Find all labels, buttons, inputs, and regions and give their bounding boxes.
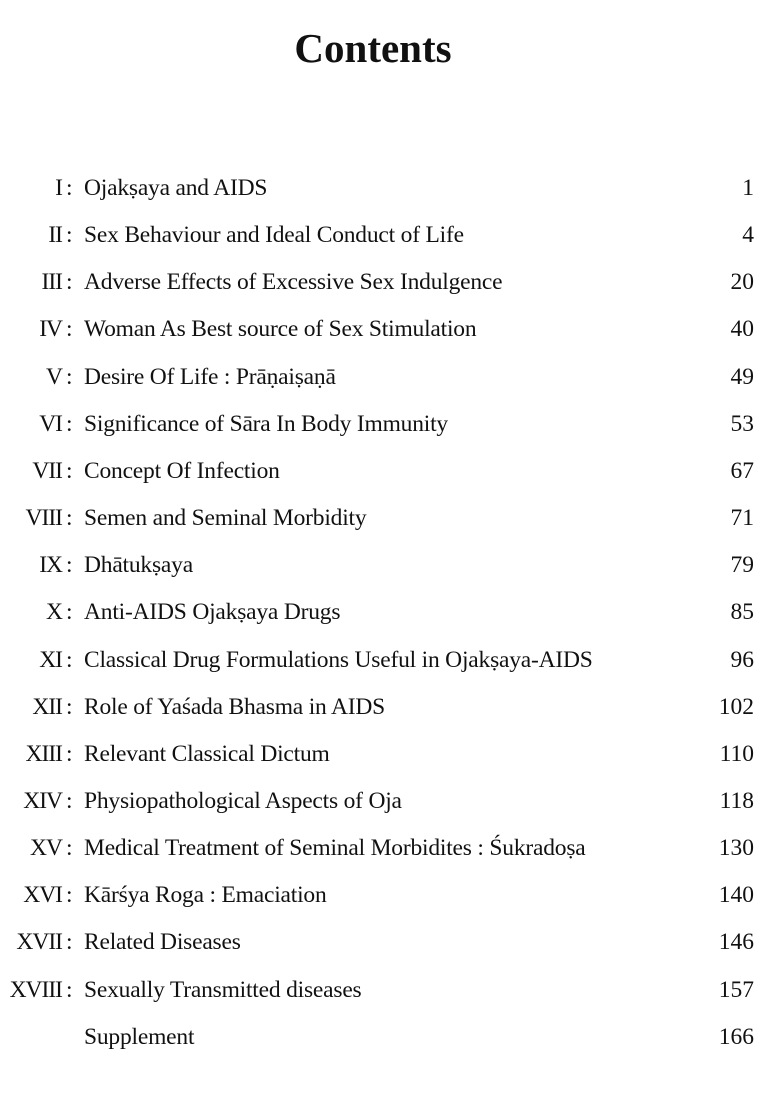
chapter-title: Sexually Transmitted diseases — [84, 976, 362, 1003]
chapter-number: VII — [32, 457, 62, 484]
separator: : — [66, 740, 73, 767]
chapter-number: I — [55, 175, 62, 201]
chapter-title: Adverse Effects of Excessive Sex Indulgence — [84, 269, 503, 296]
separator: : — [66, 787, 73, 814]
chapter-number: VI — [39, 410, 62, 437]
chapter-title: Semen and Seminal Morbidity — [84, 505, 367, 532]
page-number: 40 — [730, 316, 754, 343]
page-number: 102 — [718, 693, 754, 720]
chapter-title: Medical Treatment of Seminal Morbidites : Śukradoṣa — [84, 835, 586, 862]
separator: : — [66, 693, 73, 720]
page-number: 96 — [730, 646, 754, 673]
chapter-number: XII — [32, 693, 62, 720]
separator: : — [66, 929, 73, 956]
separator: : — [66, 835, 73, 862]
page-number: 1 — [742, 175, 754, 201]
toc-entry — [0, 406, 780, 442]
chapter-title: Kārśya Roga : Emaciation — [84, 882, 327, 909]
chapter-number: XV — [30, 835, 62, 862]
toc-entry — [0, 877, 780, 913]
toc-entry — [0, 453, 780, 489]
page-number: 146 — [718, 929, 754, 956]
page-number: 53 — [730, 410, 754, 437]
page-number: 71 — [730, 505, 754, 532]
toc-entry — [0, 642, 780, 678]
chapter-title: Supplement — [84, 1023, 195, 1050]
page-number: 166 — [718, 1023, 754, 1050]
chapter-number: XI — [39, 646, 62, 673]
toc-entry — [0, 359, 780, 395]
page-number: 20 — [730, 269, 754, 296]
page-number: 67 — [730, 457, 754, 484]
toc-entry — [0, 217, 780, 253]
chapter-title: Role of Yaśada Bhasma in AIDS — [84, 693, 385, 720]
separator: : — [66, 976, 73, 1003]
chapter-number: XVII — [16, 929, 62, 956]
page-number: 130 — [718, 835, 754, 862]
chapter-title: Relevant Classical Dictum — [84, 740, 330, 767]
separator: : — [66, 363, 73, 390]
toc-entry — [0, 830, 780, 866]
chapter-title: Woman As Best source of Sex Stimulation — [84, 316, 477, 343]
chapter-number: III — [41, 269, 62, 296]
chapter-number: XVIII — [9, 976, 62, 1003]
separator: : — [66, 222, 73, 249]
toc-entry — [0, 783, 780, 819]
separator: : — [66, 175, 73, 201]
chapter-title: Dhātukṣaya — [84, 552, 193, 579]
page-number: 157 — [718, 976, 754, 1003]
toc-entry — [0, 311, 780, 347]
chapter-title: Desire Of Life : Prāṇaiṣaṇā — [84, 363, 336, 390]
chapter-number: X — [46, 599, 62, 626]
page-title: Contents — [294, 25, 452, 71]
chapter-title: Significance of Sāra In Body Immunity — [84, 410, 448, 437]
chapter-title: Related Diseases — [84, 929, 241, 956]
separator: : — [66, 269, 73, 296]
chapter-number: V — [46, 363, 62, 390]
chapter-title: Concept Of Infection — [84, 457, 280, 484]
chapter-number: II — [48, 222, 62, 249]
page-number: 140 — [718, 882, 754, 909]
page-number: 49 — [730, 363, 754, 390]
toc-entry — [0, 594, 780, 630]
separator: : — [66, 882, 73, 909]
page-number: 110 — [719, 740, 754, 767]
chapter-title: Sex Behaviour and Ideal Conduct of Life — [84, 222, 464, 249]
page-number: 79 — [730, 552, 754, 579]
page-number: 118 — [719, 787, 754, 814]
toc-entry — [0, 264, 780, 300]
chapter-number: IX — [39, 552, 62, 579]
separator: : — [66, 316, 73, 343]
toc-entry — [0, 689, 780, 725]
toc-entry — [0, 924, 780, 960]
toc-entry — [0, 1019, 780, 1055]
toc-entry — [0, 547, 780, 583]
chapter-title: Ojakṣaya and AIDS — [84, 175, 268, 201]
separator: : — [66, 457, 73, 484]
chapter-number: VIII — [25, 505, 62, 532]
page-number: 4 — [742, 222, 754, 249]
separator: : — [66, 410, 73, 437]
chapter-title: Physiopathological Aspects of Oja — [84, 787, 402, 814]
toc-entry — [0, 972, 780, 1008]
separator: : — [66, 505, 73, 532]
separator: : — [66, 599, 73, 626]
chapter-number: IV — [39, 316, 62, 343]
chapter-title: Anti-AIDS Ojakṣaya Drugs — [84, 599, 341, 626]
chapter-title: Classical Drug Formulations Useful in Ojakṣaya-AIDS — [84, 646, 593, 673]
chapter-number: XIII — [25, 740, 62, 767]
toc-entry — [0, 500, 780, 536]
toc-entry — [0, 170, 780, 206]
toc-entry — [0, 736, 780, 772]
chapter-number: XVI — [23, 882, 62, 909]
page-number: 85 — [730, 599, 754, 626]
separator: : — [66, 552, 73, 579]
chapter-number: XIV — [23, 787, 62, 814]
separator: : — [66, 646, 73, 673]
